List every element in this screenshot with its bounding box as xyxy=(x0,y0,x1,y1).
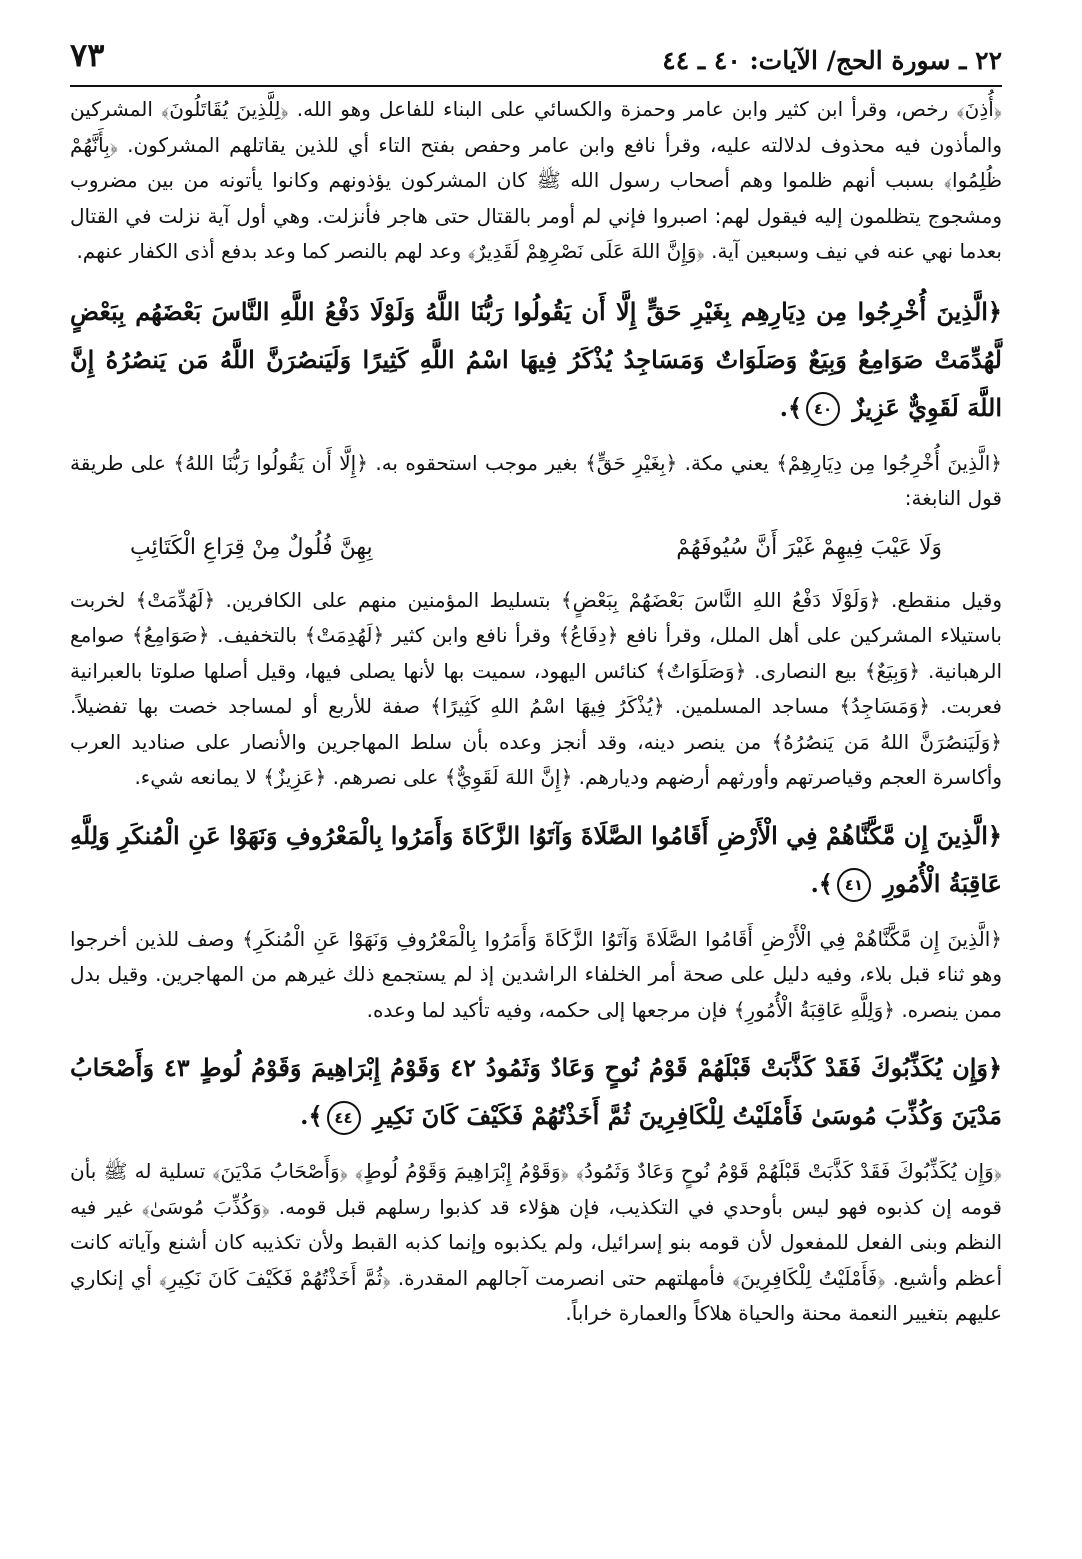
verse-close: ﴾. xyxy=(300,1101,323,1130)
header-rule xyxy=(70,85,1002,87)
header-title: ٢٢ ـ سورة الحج/ الآيات: ٤٠ ـ ٤٤ xyxy=(662,46,1002,75)
commentary-paragraph: ﴿أُذِنَ﴾ رخص، وقرأ ابن كثير وابن عامر وحمزة والكسائي على البناء للفاعل وهو الله. ﴿لِلَّذِينَ يُقَاتَلُونَ﴾ المشركين والمأذون فيه محذوف لدلالته عليه، وقرأ نافع وابن عامر وحفص بفتح التاء أي للذين يقاتلهم المشركون. ﴿بِأَنَّهُمْ ظُلِمُوا﴾ بسبب أنهم ظلموا وهم أصحاب رسول الله ﷺ كان المشركون يؤذونهم وكانوا يأتونه من بين مضروب ومشجوج يتظلمون إليه فيقول لهم: اصبروا فإني لم أومر بالقتال حتى هاجر فأنزلت. وهي أول آية نزلت في القتال بعدما نهي عنه في نيف وسبعين آية. ﴿وَإِنَّ اللهَ عَلَى نَصْرِهِمْ لَقَدِيرٌ﴾ وعد لهم بالنصر كما وعد بدفع أذى الكفار عنهم. xyxy=(70,97,1002,263)
ayah-number-marker: ٤٤ xyxy=(327,1101,361,1135)
verse-text: ﴿الَّذِينَ إِن مَّكَّنَّاهُمْ فِي الْأَرْضِ أَقَامُوا الصَّلَاةَ وَآتَوُا الزَّكَاةَ وَأَمَرُوا بِالْمَعْرُوفِ وَنَهَوْا عَنِ الْمُنكَرِ وَلِلَّهِ عَاقِبَةُ الْأُمُورِ xyxy=(70,820,1002,898)
verse-close: ﴾. xyxy=(810,868,833,898)
page-number: ٧٣ xyxy=(70,36,105,74)
verse-text: ﴿وَإِن يُكَذِّبُوكَ فَقَدْ كَذَّبَتْ قَبْلَهُمْ قَوْمُ نُوحٍ وَعَادٌ وَثَمُودُ ٤٢ وَقَوْمُ إِبْرَاهِيمَ وَقَوْمُ لُوطٍ ٤٣ وَأَصْحَابُ مَدْيَنَ وَكُذِّبَ مُوسَىٰ فَأَمْلَيْتُ لِلْكَافِرِينَ ثُمَّ أَخَذْتُهُمْ فَكَيْفَ كَانَ نَكِيرِ xyxy=(70,1053,1003,1130)
quran-verse-block xyxy=(70,812,1002,908)
verse-close: ﴾. xyxy=(779,392,803,422)
commentary-paragraph: ﴿الَّذِينَ أُخْرِجُوا مِن دِيَارِهِمْ﴾ يعني مكة. ﴿بِغَيْرِ حَقٍّ﴾ بغير موجب استحقوه به. ﴿إِلَّا أَن يَقُولُوا رَبُّنَا اللهُ﴾ على طريقة قول النابغة: xyxy=(70,450,1002,510)
page-content xyxy=(70,92,1002,1332)
commentary-paragraph: وقيل منقطع. ﴿وَلَوْلَا دَفْعُ اللهِ النَّاسَ بَعْضَهُمْ بِبَعْضٍ﴾ بتسليط المؤمنين منهم على الكافرين. ﴿لَهُدِّمَتْ﴾ لخربت باستيلاء المشركين على أهل الملل، وقرأ نافع ﴿دِفَاعُ﴾ وقرأ نافع وابن كثير ﴿لَهُدِمَتْ﴾ بالتخفيف. ﴿صَوَامِعُ﴾ صوامع الرهبانية. ﴿وَبِيَعٌ﴾ بيع النصارى. ﴿وَصَلَوَاتٌ﴾ كنائس اليهود، سميت بها لأنها يصلى فيها، وقيل أصلها صلوتا بالعبرانية فعربت. ﴿وَمَسَاجِدُ﴾ مساجد المسلمين. ﴿يُذْكَرُ فِيهَا اسْمُ اللهِ كَثِيرًا﴾ صفة للأربع أو لمساجد خصت بها تفضيلاً. ﴿وَلَيَنصُرَنَّ اللهُ مَن يَنصُرُهُ﴾ من ينصر دينه، وقد أنجز وعده بأن سلط المهاجرين والأنصار على صناديد العرب وأكاسرة العجم وقياصرتهم وأورثهم أرضهم وديارهم. ﴿إِنَّ اللهَ لَقَوِيٌّ﴾ على نصرهم. ﴿عَزِيزٌ﴾ لا يمانعه شيء. xyxy=(70,587,1002,789)
commentary-paragraph: ﴿وَإِن يُكَذِّبُوكَ فَقَدْ كَذَّبَتْ قَبْلَهُمْ قَوْمُ نُوحٍ وَعَادٌ وَثَمُودُ﴾ ﴿وَقَوْمُ إِبْرَاهِيمَ وَقَوْمُ لُوطٍ﴾ ﴿وَأَصْحَابُ مَدْيَنَ﴾ تسلية له ﷺ بأن قومه إن كذبوه فهو ليس بأوحدي في التكذيب، فإن هؤلاء قد كذبوا رسلهم قبل قومه. ﴿وَكُذِّبَ مُوسَىٰ﴾ غير فيه النظم وبنى الفعل للمفعول لأن قومه بنو إسرائيل، ولم يكذبوه وإنما كذبه القبط ولأن تكذيبه كان أشنع وآياته كانت أعظم وأشيع. ﴿فَأَمْلَيْتُ لِلْكَافِرِينَ﴾ فأمهلتهم حتى انصرمت آجالهم المقدرة. ﴿ثُمَّ أَخَذْتُهُمْ فَكَيْفَ كَانَ نَكِيرِ﴾ أي إنكاري عليهم بتغيير النعمة محنة والحياة هلاكاً والعمارة خراباً. xyxy=(70,1159,1002,1325)
page-header xyxy=(70,28,1002,88)
commentary-paragraph: ﴿الَّذِينَ إِن مَّكَّنَّاهُمْ فِي الْأَرْضِ أَقَامُوا الصَّلَاةَ وَآتَوُا الزَّكَاةَ وَأَمَرُوا بِالْمَعْرُوفِ وَنَهَوْا عَنِ الْمُنكَرِ﴾ وصف للذين أخرجوا وهو ثناء قبل بلاء، وفيه دليل على صحة أمر الخلفاء الراشدين إذ لم يستجمع ذلك غيرهم من المهاجرين. وقيل بدل ممن ينصره. ﴿وَلِلَّهِ عَاقِبَةُ الْأُمُورِ﴾ فإن مرجعها إلى حكمه، وفيه تأكيد لما وعده. xyxy=(70,926,1002,1022)
quran-verse-block xyxy=(70,1044,1002,1140)
poem-verse xyxy=(70,527,1002,569)
poem-hemistich-right: وَلَا عَيْبَ فِيهِمْ غَيْرَ أَنَّ سُيُوفَهُمْ xyxy=(676,534,942,560)
verse-text: ﴿الَّذِينَ أُخْرِجُوا مِن دِيَارِهِم بِغَيْرِ حَقٍّ إِلَّا أَن يَقُولُوا رَبُّنَا اللَّهُ وَلَوْلَا دَفْعُ اللَّهِ النَّاسَ بَعْضَهُم بِبَعْضٍ لَّهُدِّمَتْ صَوَامِعُ وَبِيَعٌ وَصَلَوَاتٌ وَمَسَاجِدُ يُذْكَرُ فِيهَا اسْمُ اللَّهِ كَثِيرًا وَلَيَنصُرَنَّ اللَّهُ مَن يَنصُرُهُ إِنَّ اللَّهَ لَقَوِيٌّ عَزِيزٌ xyxy=(70,296,1002,422)
ayah-number-marker: ٤١ xyxy=(837,868,871,902)
poem-hemistich-left: بِهِنَّ فُلُولٌ مِنْ قِرَاعِ الْكَتَائِبِ xyxy=(130,534,373,560)
quran-verse-block xyxy=(70,288,1002,432)
ayah-number-marker: ٤٠ xyxy=(806,392,840,426)
